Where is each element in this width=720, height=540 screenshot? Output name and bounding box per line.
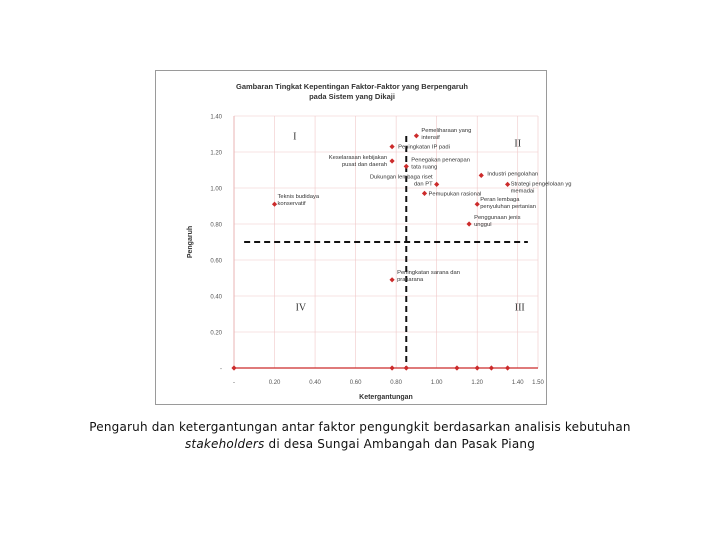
data-label: intensif (421, 134, 440, 141)
chart-title-line2: pada Sistem yang Dikaji (309, 92, 395, 101)
data-label: Teknis budidaya (277, 194, 320, 201)
x-tick-label: - (233, 380, 235, 386)
y-tick-label: 0.20 (210, 330, 222, 337)
data-point (466, 221, 471, 226)
caption-rest: di desa Sungai Ambangah dan Pasak Piang (264, 437, 536, 451)
scatter-chart (156, 71, 572, 406)
data-point (479, 173, 484, 178)
x-tick-label: 1.00 (430, 380, 443, 386)
data-label: konservatif (277, 201, 306, 208)
data-point (389, 158, 394, 163)
axis-data-point (489, 365, 494, 370)
figure-caption-line1 (0, 420, 720, 434)
data-label: Penegakan penerapan (411, 157, 470, 164)
data-label: penyuluhan pertanian (480, 204, 536, 211)
x-tick-label: 1.40 (511, 380, 524, 386)
y-axis-title: Pengaruh (187, 225, 194, 259)
quadrant-label: III (514, 302, 525, 314)
data-label: unggul (474, 222, 492, 228)
quadrant-label: II (514, 138, 522, 150)
data-point (404, 164, 409, 169)
data-label: Peningkatan IP padi (398, 144, 450, 151)
data-label: prasarana (397, 276, 424, 283)
x-axis-title: Ketergantungan (359, 394, 413, 401)
caption-italic-word: stakeholders (184, 437, 265, 451)
x-tick-label: 0.40 (309, 380, 321, 386)
axis-data-point (454, 365, 459, 370)
y-tick-label: 1.40 (210, 114, 222, 121)
y-tick-label: 0.60 (210, 258, 222, 265)
caption-text: Pengaruh dan ketergantungan antar faktor pengungkit berdasarkan analisis kebutuhan (89, 420, 631, 434)
x-tick-label: 1.50 (532, 380, 544, 386)
data-label: Keselarasan kebijakan (328, 155, 388, 161)
data-point (389, 144, 394, 149)
data-label: Dukungan lembaga riset (369, 174, 433, 181)
data-point (422, 191, 427, 196)
x-tick-label: 0.80 (390, 380, 402, 386)
chart-title-line1: Gambaran Tingkat Kepentingan Faktor-Faktor yang Berpengaruh (236, 82, 468, 91)
data-point (434, 182, 439, 187)
axis-data-point (404, 365, 409, 370)
data-label: Industri pengolahan (487, 171, 539, 178)
data-point (505, 182, 510, 187)
axis-data-point (389, 365, 394, 370)
data-point (475, 202, 480, 207)
data-point (272, 202, 277, 207)
data-label: Peningkatan sarana dan (397, 269, 460, 276)
axis-data-point (231, 365, 236, 370)
quadrant-label: IV (295, 302, 307, 314)
axis-data-point (475, 365, 480, 370)
data-label: tata ruang (411, 164, 438, 171)
data-label: Strategi pengelolaan yg (510, 181, 572, 188)
y-tick-label: - (220, 366, 222, 373)
quadrant-label: I (293, 131, 297, 143)
y-tick-label: 0.40 (210, 294, 222, 301)
y-tick-label: 1.00 (210, 186, 222, 193)
data-label: Peran lembaga (480, 197, 520, 204)
axis-data-point (505, 365, 510, 370)
y-tick-label: 1.20 (210, 150, 222, 157)
chart-figure (155, 70, 572, 405)
data-point (414, 133, 419, 138)
x-tick-label: 1.20 (471, 380, 484, 386)
x-tick-label: 0.60 (349, 380, 362, 386)
figure-caption-line2 (0, 437, 720, 451)
data-point (389, 277, 394, 282)
x-tick-label: 0.20 (268, 380, 281, 386)
data-label: pusat dan daerah (341, 162, 388, 168)
data-label: Pemeliharaan yang (421, 127, 472, 134)
data-label: Penggunaan jenis (474, 215, 521, 221)
y-tick-label: 0.80 (210, 222, 222, 229)
data-label: memadai (510, 188, 535, 195)
data-label: Pemupukan rasional (428, 191, 482, 198)
data-label: dan PT (413, 181, 433, 188)
